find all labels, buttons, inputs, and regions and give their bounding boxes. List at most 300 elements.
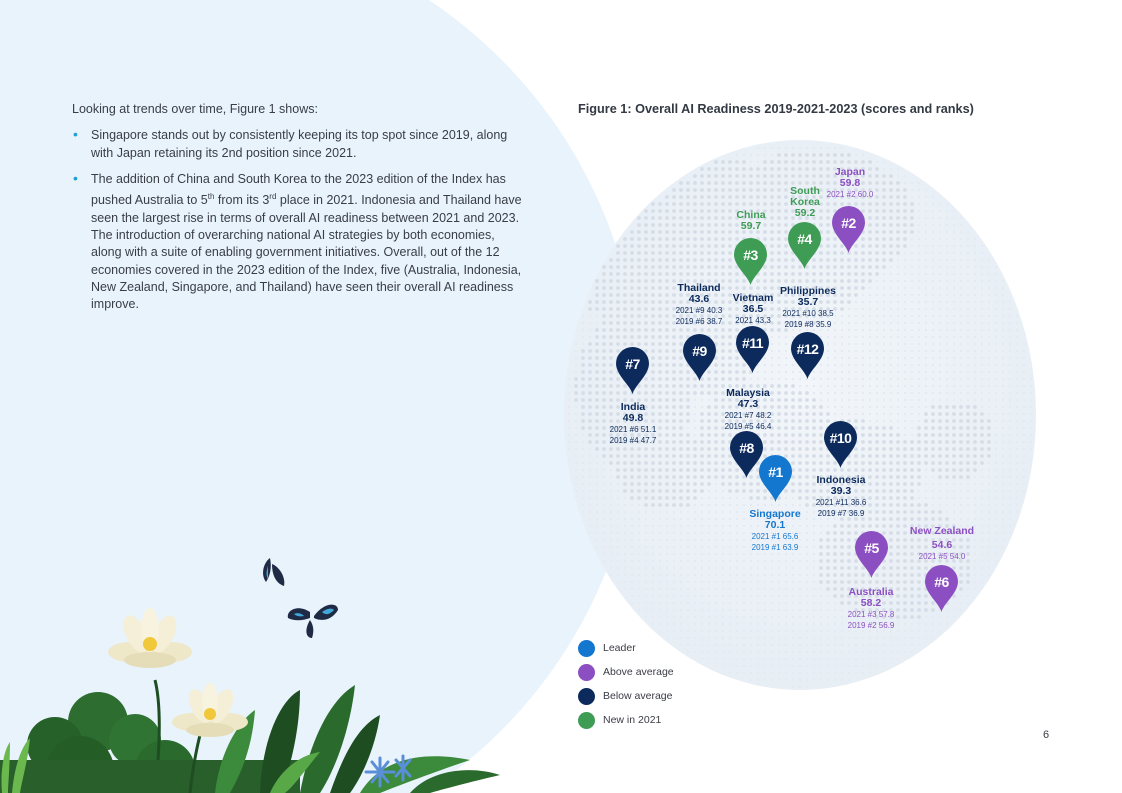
globe-dot xyxy=(785,574,787,576)
globe-dot xyxy=(813,609,815,611)
globe-dot xyxy=(687,553,689,555)
globe-dot xyxy=(686,265,690,269)
globe-dot xyxy=(925,623,927,625)
globe-dot xyxy=(602,433,606,437)
globe-dot xyxy=(707,195,711,199)
intro-paragraph: Looking at trends over time, Figure 1 shows: xyxy=(72,102,318,116)
globe-dot xyxy=(862,672,864,674)
globe-dot xyxy=(910,601,914,605)
globe-dot xyxy=(616,251,620,255)
globe-dot xyxy=(778,630,780,632)
globe-dot xyxy=(1023,378,1025,380)
globe-dot xyxy=(791,440,795,444)
globe-dot xyxy=(834,665,836,667)
globe-dot xyxy=(714,237,718,241)
globe-dot xyxy=(988,273,990,275)
globe-dot xyxy=(938,405,942,409)
globe-dot xyxy=(869,399,871,401)
globe-dot xyxy=(644,230,648,234)
globe-dot xyxy=(834,602,836,604)
globe-dot xyxy=(714,426,718,430)
globe-dot xyxy=(792,651,794,653)
globe-dot xyxy=(743,560,745,562)
globe-dot xyxy=(757,595,759,597)
globe-dot xyxy=(939,371,941,373)
globe-dot xyxy=(778,595,780,597)
globe-dot xyxy=(848,350,850,352)
globe-dot xyxy=(707,447,711,451)
globe-dot xyxy=(911,322,913,324)
globe-dot xyxy=(868,496,872,500)
globe-dot xyxy=(967,357,969,359)
globe-dot xyxy=(812,447,816,451)
globe-dot xyxy=(925,476,927,478)
globe-dot xyxy=(736,539,738,541)
country-score: 39.3 xyxy=(830,485,852,497)
globe-dot xyxy=(819,440,823,444)
pin-indonesia xyxy=(824,421,860,469)
globe-dot xyxy=(672,377,676,381)
globe-dot xyxy=(841,385,843,387)
globe-dot xyxy=(694,525,696,527)
globe-dot xyxy=(868,251,872,255)
globe-dot xyxy=(701,511,703,513)
globe-dot xyxy=(805,489,809,493)
globe-dot xyxy=(666,560,668,562)
globe-dot xyxy=(939,616,941,618)
globe-dot xyxy=(651,482,655,486)
globe-dot xyxy=(609,279,613,283)
globe-dot xyxy=(700,209,704,213)
globe-dot xyxy=(743,581,745,583)
globe-dot xyxy=(868,433,872,437)
globe-dot xyxy=(1023,406,1025,408)
globe-dot xyxy=(1030,385,1032,387)
globe-dot xyxy=(946,483,948,485)
globe-dot xyxy=(841,672,843,674)
globe-dot xyxy=(939,392,941,394)
globe-dot xyxy=(658,356,662,360)
globe-dot xyxy=(995,357,997,359)
globe-dot xyxy=(967,504,969,506)
globe-dot xyxy=(749,188,753,192)
globe-dot xyxy=(582,329,584,331)
globe-dot xyxy=(722,651,724,653)
globe-dot xyxy=(875,209,879,213)
globe-dot xyxy=(651,293,655,297)
globe-dot xyxy=(917,573,921,577)
globe-dot xyxy=(645,518,647,520)
globe-dot xyxy=(595,398,599,402)
globe-dot xyxy=(918,259,920,261)
globe-dot xyxy=(582,448,584,450)
globe-dot xyxy=(701,504,703,506)
globe-dot xyxy=(602,391,606,395)
globe-dot xyxy=(778,602,780,604)
globe-dot xyxy=(973,461,977,465)
globe-dot xyxy=(946,224,948,226)
globe-dot xyxy=(715,567,717,569)
globe-dot xyxy=(889,181,893,185)
globe-dot xyxy=(827,665,829,667)
globe-dot xyxy=(896,223,900,227)
globe-dot xyxy=(616,475,620,479)
globe-dot xyxy=(981,539,983,541)
globe-dot xyxy=(757,630,759,632)
globe-dot xyxy=(644,489,648,493)
globe-dot xyxy=(995,287,997,289)
globe-dot xyxy=(736,658,738,660)
globe-dot xyxy=(798,391,802,395)
globe-dot xyxy=(834,147,836,149)
globe-dot xyxy=(911,364,913,366)
globe-dot xyxy=(945,405,949,409)
globe-dot xyxy=(637,279,641,283)
globe-dot xyxy=(785,371,787,373)
globe-dot xyxy=(722,497,724,499)
globe-dot xyxy=(1002,301,1004,303)
globe-dot xyxy=(623,461,627,465)
globe-dot xyxy=(848,665,850,667)
globe-dot xyxy=(917,601,921,605)
globe-dot xyxy=(728,363,732,367)
globe-dot xyxy=(777,426,781,430)
globe-dot xyxy=(799,616,801,618)
globe-dot xyxy=(1016,483,1018,485)
globe-dot xyxy=(750,623,752,625)
globe-dot xyxy=(932,385,934,387)
globe-dot xyxy=(1009,329,1011,331)
globe-dot xyxy=(700,230,704,234)
globe-dot xyxy=(827,630,829,632)
globe-dot xyxy=(658,307,662,311)
globe-dot xyxy=(680,616,682,618)
globe-dot xyxy=(806,385,808,387)
globe-dot xyxy=(1030,427,1032,429)
globe-dot xyxy=(904,175,906,177)
globe-dot xyxy=(840,300,844,304)
globe-dot xyxy=(700,412,704,416)
globe-dot xyxy=(784,195,788,199)
globe-dot xyxy=(631,595,633,597)
globe-dot xyxy=(904,644,906,646)
globe-dot xyxy=(715,595,717,597)
globe-dot xyxy=(967,231,969,233)
globe-dot xyxy=(910,587,914,591)
globe-dot xyxy=(988,266,990,268)
globe-dot xyxy=(665,230,669,234)
globe-dot xyxy=(953,231,955,233)
globe-dot xyxy=(953,245,955,247)
globe-dot xyxy=(861,419,865,423)
globe-dot xyxy=(672,202,676,206)
globe-dot xyxy=(672,244,676,248)
globe-dot xyxy=(862,301,864,303)
globe-dot xyxy=(826,573,830,577)
globe-dot xyxy=(974,350,976,352)
globe-dot xyxy=(882,244,886,248)
globe-dot xyxy=(658,384,662,388)
globe-dot xyxy=(875,202,879,206)
globe-dot xyxy=(974,245,976,247)
globe-dot xyxy=(595,356,599,360)
globe-dot xyxy=(819,153,823,157)
globe-dot xyxy=(672,482,676,486)
globe-dot xyxy=(869,322,871,324)
globe-dot xyxy=(1023,357,1025,359)
globe-dot xyxy=(694,553,696,555)
globe-dot xyxy=(1002,448,1004,450)
globe-dot xyxy=(820,616,822,618)
globe-dot xyxy=(652,546,654,548)
globe-dot xyxy=(855,308,857,310)
globe-dot xyxy=(946,315,948,317)
globe-dot xyxy=(666,581,668,583)
globe-dot xyxy=(777,447,781,451)
globe-dot xyxy=(806,609,808,611)
globe-dot xyxy=(588,307,592,311)
globe-dot xyxy=(666,553,668,555)
globe-dot xyxy=(771,553,773,555)
globe-dot xyxy=(981,329,983,331)
globe-dot xyxy=(637,265,641,269)
globe-dot xyxy=(728,328,732,332)
globe-dot xyxy=(848,315,850,317)
globe-dot xyxy=(729,644,731,646)
globe-dot xyxy=(694,518,696,520)
globe-dot xyxy=(967,511,969,513)
globe-dot xyxy=(701,539,703,541)
globe-dot xyxy=(722,588,724,590)
globe-dot xyxy=(659,567,661,569)
globe-dot xyxy=(665,244,669,248)
globe-dot xyxy=(658,349,662,353)
globe-dot xyxy=(687,581,689,583)
globe-dot xyxy=(595,419,599,423)
globe-dot xyxy=(946,329,948,331)
globe-dot xyxy=(911,357,913,359)
globe-dot xyxy=(778,504,780,506)
globe-dot xyxy=(918,497,920,499)
globe-dot xyxy=(890,399,892,401)
globe-dot xyxy=(659,602,661,604)
globe-dot xyxy=(1009,385,1011,387)
globe-dot xyxy=(617,497,619,499)
globe-dot xyxy=(714,188,718,192)
globe-dot xyxy=(644,300,648,304)
globe-dot xyxy=(918,420,920,422)
globe-dot xyxy=(638,560,640,562)
globe-dot xyxy=(911,294,913,296)
globe-dot xyxy=(988,322,990,324)
globe-dot xyxy=(672,251,676,255)
pin-south-korea xyxy=(788,222,824,270)
globe-dot xyxy=(910,517,914,521)
globe-dot xyxy=(785,350,787,352)
globe-dot xyxy=(960,357,962,359)
globe-dot xyxy=(862,294,864,296)
globe-dot xyxy=(798,447,802,451)
globe-dot xyxy=(616,314,620,318)
globe-dot xyxy=(792,560,794,562)
globe-dot xyxy=(981,343,983,345)
label-indonesia xyxy=(816,475,867,519)
globe-dot xyxy=(911,280,913,282)
globe-dot xyxy=(981,357,983,359)
globe-dot xyxy=(911,301,913,303)
globe-dot xyxy=(630,321,634,325)
globe-dot xyxy=(981,322,983,324)
globe-dot xyxy=(988,294,990,296)
globe-dot xyxy=(932,210,934,212)
globe-dot xyxy=(728,349,732,353)
globe-dot xyxy=(575,350,577,352)
body-text xyxy=(72,101,524,322)
globe-dot xyxy=(939,483,941,485)
globe-dot xyxy=(770,279,774,283)
globe-dot xyxy=(707,230,711,234)
globe-dot xyxy=(847,573,851,577)
globe-dot xyxy=(658,398,662,402)
globe-dot xyxy=(861,461,865,465)
globe-dot xyxy=(932,637,934,639)
globe-dot xyxy=(946,511,948,513)
globe-dot xyxy=(707,209,711,213)
globe-dot xyxy=(862,378,864,380)
globe-dot xyxy=(694,581,696,583)
globe-dot xyxy=(897,175,899,177)
globe-dot xyxy=(645,567,647,569)
globe-dot xyxy=(679,461,683,465)
globe-dot xyxy=(651,496,655,500)
globe-dot xyxy=(770,447,774,451)
globe-dot xyxy=(925,371,927,373)
globe-dot xyxy=(953,315,955,317)
globe-dot xyxy=(890,378,892,380)
globe-dot xyxy=(764,602,766,604)
globe-dot xyxy=(680,602,682,604)
globe-dot xyxy=(644,293,648,297)
country-score: 49.8 xyxy=(622,412,644,424)
globe-dot xyxy=(658,328,662,332)
globe-dot xyxy=(946,259,948,261)
globe-dot xyxy=(889,426,893,430)
globe-dot xyxy=(756,174,760,178)
globe-dot xyxy=(673,546,675,548)
globe-dot xyxy=(995,420,997,422)
globe-dot xyxy=(897,350,899,352)
globe-dot xyxy=(680,595,682,597)
globe-dot xyxy=(1023,392,1025,394)
globe-dot xyxy=(680,623,682,625)
globe-dot xyxy=(813,637,815,639)
globe-dot xyxy=(764,560,766,562)
globe-dot xyxy=(847,524,851,528)
globe-dot xyxy=(833,272,837,276)
globe-dot xyxy=(736,644,738,646)
globe-dot xyxy=(637,244,641,248)
globe-dot xyxy=(617,546,619,548)
globe-dot xyxy=(974,252,976,254)
globe-dot xyxy=(1023,399,1025,401)
history-2019: 2019 #7 36.9 xyxy=(817,509,865,518)
globe-dot xyxy=(672,272,676,276)
globe-dot xyxy=(974,378,976,380)
globe-dot xyxy=(903,524,907,528)
globe-dot xyxy=(890,329,892,331)
globe-dot xyxy=(813,595,815,597)
globe-dot xyxy=(876,651,878,653)
globe-dot xyxy=(1002,308,1004,310)
globe-dot xyxy=(840,307,844,311)
globe-dot xyxy=(868,258,872,262)
globe-dot xyxy=(1023,343,1025,345)
globe-dot xyxy=(770,216,774,220)
globe-dot xyxy=(715,602,717,604)
globe-dot xyxy=(826,412,830,416)
globe-dot xyxy=(728,265,732,269)
globe-dot xyxy=(645,581,647,583)
globe-dot xyxy=(687,518,689,520)
globe-dot xyxy=(995,462,997,464)
globe-dot xyxy=(757,637,759,639)
globe-dot xyxy=(988,364,990,366)
globe-dot xyxy=(785,567,787,569)
globe-dot xyxy=(701,560,703,562)
globe-dot xyxy=(589,315,591,317)
globe-dot xyxy=(721,335,725,339)
globe-dot xyxy=(847,258,851,262)
globe-dot xyxy=(771,378,773,380)
globe-dot xyxy=(799,623,801,625)
globe-dot xyxy=(651,342,655,346)
globe-dot xyxy=(623,300,627,304)
legend-item-new xyxy=(578,708,674,732)
globe-dot xyxy=(988,490,990,492)
globe-dot xyxy=(603,462,605,464)
globe-dot xyxy=(644,216,648,220)
globe-dot xyxy=(876,294,878,296)
globe-dot xyxy=(792,665,794,667)
globe-dot xyxy=(785,679,787,681)
globe-dot xyxy=(862,406,864,408)
globe-dot xyxy=(806,602,808,604)
globe-dot xyxy=(750,609,752,611)
globe-dot xyxy=(875,237,879,241)
globe-dot xyxy=(882,510,886,514)
globe-dot xyxy=(714,181,718,185)
globe-dot xyxy=(812,174,816,178)
globe-dot xyxy=(861,286,865,290)
globe-dot xyxy=(638,553,640,555)
globe-dot xyxy=(932,322,934,324)
globe-dot xyxy=(700,433,704,437)
globe-dot xyxy=(700,237,704,241)
globe-dot xyxy=(840,580,844,584)
globe-dot xyxy=(728,167,732,171)
globe-dot xyxy=(869,385,871,387)
globe-dot xyxy=(631,532,633,534)
globe-dot xyxy=(967,371,969,373)
globe-dot xyxy=(1030,420,1032,422)
globe-dot xyxy=(1009,413,1011,415)
globe-dot xyxy=(896,468,900,472)
globe-dot xyxy=(911,329,913,331)
globe-dot xyxy=(637,454,641,458)
globe-dot xyxy=(862,308,864,310)
globe-dot xyxy=(1009,455,1011,457)
globe-dot xyxy=(645,511,647,513)
